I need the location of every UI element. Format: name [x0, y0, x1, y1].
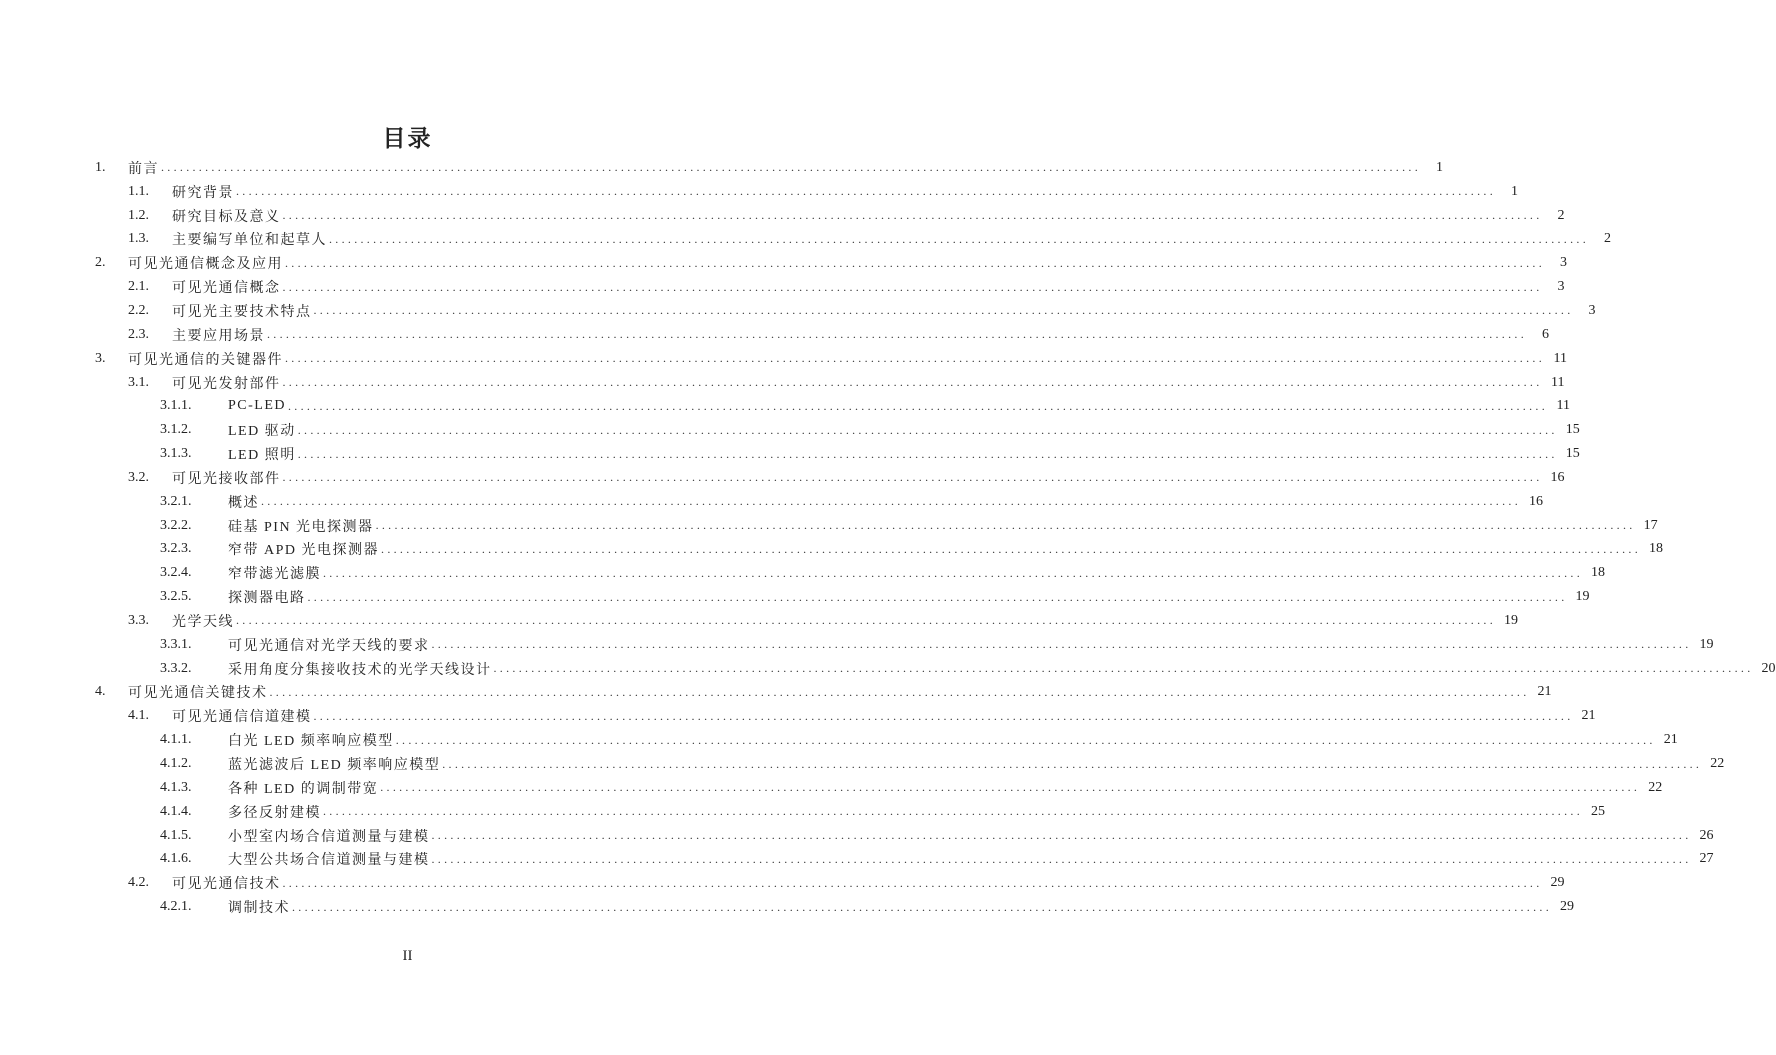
toc-entry-number: 1.3.: [128, 231, 149, 247]
toc-entry-title: 光学天线: [172, 614, 234, 630]
toc-entry-number: 4.2.: [128, 875, 149, 891]
toc-entry-number: 3.2.1.: [160, 493, 192, 509]
toc-entry-title: 采用角度分集接收技术的光学天线设计: [228, 662, 492, 678]
toc-entry[interactable]: [95, 299, 1596, 323]
toc-entry-number: 1.1.: [128, 183, 149, 199]
toc-entry[interactable]: [95, 895, 1574, 919]
toc-entry[interactable]: [95, 180, 1518, 204]
toc-entry-title: 研究背景: [172, 185, 234, 201]
toc-entry[interactable]: [95, 442, 1580, 466]
toc-entry-page: 19: [1575, 589, 1590, 605]
toc-entry-page: 15: [1565, 446, 1580, 462]
toc-entry-page: 21: [1537, 684, 1552, 700]
toc-entry-title: 可见光通信关键技术: [128, 686, 268, 702]
leader-dots: ........................................................................................................................................................................................................: [285, 255, 1545, 270]
toc-entry-page: 27: [1699, 851, 1714, 867]
toc-entry-title: 研究目标及意义: [172, 209, 281, 225]
toc-entry-number: 2.1.: [128, 279, 149, 295]
toc-entry-title: 可见光通信概念及应用: [128, 257, 283, 273]
toc-entry-number: 4.1.6.: [160, 851, 192, 867]
toc-entry[interactable]: [95, 514, 1658, 538]
toc-entry-page: 11: [1553, 350, 1567, 366]
toc-entry-number: 3.3.: [128, 612, 149, 628]
toc-entry-page: 29: [1550, 875, 1565, 891]
toc-entry[interactable]: [95, 323, 1549, 347]
toc-entry-page: 2: [1604, 231, 1611, 247]
toc-entry-page: 20: [1761, 660, 1776, 676]
toc-entry-page: 22: [1710, 756, 1725, 772]
toc-entry-page: 2: [1557, 207, 1565, 223]
toc-entry-title: 多径反射建模: [228, 805, 321, 821]
toc-entry-number: 3.2.4.: [160, 565, 192, 581]
leader-dots: ........................................................................................................................................................................................................: [288, 398, 1548, 413]
toc-entry-title: 蓝光滤波后 LED 频率响应模型: [228, 758, 441, 774]
leader-dots: ........................................................................................................................................................................................................: [285, 351, 1545, 366]
toc-entry-page: 3: [1557, 279, 1565, 295]
toc-entry-number: 2.: [95, 255, 106, 271]
toc-entry[interactable]: [95, 156, 1443, 180]
page-title: 目录: [382, 126, 433, 152]
toc-entry-number: 4.1.2.: [160, 756, 192, 772]
toc-entry-title: 概述: [228, 495, 259, 511]
toc-entry-number: 4.1.4.: [160, 803, 192, 819]
toc-entry-number: 3.3.2.: [160, 660, 192, 676]
toc-entry-title: 可见光通信的关键器件: [128, 352, 283, 368]
toc-entry-page: 1: [1436, 159, 1443, 175]
leader-dots: ........................................................................................................................................................................................................: [297, 422, 1558, 437]
toc-entry[interactable]: [95, 800, 1605, 824]
toc-entry-number: 3.1.1.: [160, 398, 192, 414]
toc-entry[interactable]: [95, 228, 1611, 252]
toc-entry-number: 3.1.3.: [160, 446, 192, 462]
toc-entry[interactable]: [95, 871, 1565, 895]
toc-entry-page: 11: [1551, 374, 1565, 390]
toc-entry-title: 调制技术: [228, 901, 290, 917]
toc-entry-page: 18: [1591, 565, 1605, 581]
toc-entry-page: 22: [1648, 779, 1663, 795]
toc-entry[interactable]: [95, 418, 1580, 442]
leader-dots: ........................................................................................................................................................................................................: [313, 303, 1574, 318]
toc-entry-title: 前言: [128, 161, 159, 177]
toc-entry-page: 21: [1663, 732, 1678, 748]
toc-entry[interactable]: [95, 561, 1605, 585]
toc-entry-number: 4.1.3.: [160, 779, 192, 795]
leader-dots: ........................................................................................................................................................................................................: [307, 589, 1568, 604]
toc-entry-page: 25: [1591, 803, 1605, 819]
toc-entry[interactable]: [95, 728, 1678, 752]
toc-entry-page: 26: [1699, 827, 1714, 843]
toc-entry-title: LED 驱动: [228, 424, 296, 440]
leader-dots: ........................................................................................................................................................................................................: [395, 732, 1656, 747]
toc-entry-page: 1: [1511, 183, 1518, 199]
leader-dots: ........................................................................................................................................................................................................: [329, 231, 1589, 246]
toc-entry-title: 可见光发射部件: [172, 376, 281, 392]
toc-entry-title: 可见光通信技术: [172, 877, 281, 893]
toc-entry-page: 16: [1529, 493, 1543, 509]
leader-dots: ........................................................................................................................................................................................................: [297, 446, 1558, 461]
leader-dots: ........................................................................................................................................................................................................: [261, 494, 1521, 509]
toc-entry[interactable]: [95, 752, 1725, 776]
leader-dots: ........................................................................................................................................................................................................: [267, 327, 1527, 342]
toc-entry-number: 1.: [95, 159, 106, 175]
toc-entry-number: 3.2.3.: [160, 541, 192, 557]
toc-entry-page: 15: [1565, 422, 1580, 438]
toc-entry-number: 3.1.: [128, 374, 149, 390]
leader-dots: ........................................................................................................................................................................................................: [323, 565, 1583, 580]
toc-entry[interactable]: [95, 490, 1543, 514]
toc-entry-title: 窄带 APD 光电探测器: [228, 543, 380, 559]
toc-entry[interactable]: [95, 538, 1664, 562]
toc-entry-number: 4.2.1.: [160, 899, 192, 915]
toc-entry-page: 19: [1699, 636, 1714, 652]
toc-entry-title: 白光 LED 频率响应模型: [228, 734, 394, 750]
toc-entry-number: 4.1.5.: [160, 827, 192, 843]
toc-entry-page: 21: [1581, 708, 1596, 724]
toc-entry-title: 可见光通信对光学天线的要求: [228, 638, 430, 654]
leader-dots: ........................................................................................................................................................................................................: [236, 613, 1496, 628]
leader-dots: ........................................................................................................................................................................................................: [380, 780, 1641, 795]
leader-dots: ........................................................................................................................................................................................................: [236, 184, 1496, 199]
toc-entry-number: 2.3.: [128, 326, 149, 342]
toc-entry-title: 主要编写单位和起草人: [172, 233, 327, 249]
toc-entry[interactable]: [95, 394, 1570, 418]
toc-entry[interactable]: [95, 824, 1714, 848]
leader-dots: ........................................................................................................................................................................................................: [442, 756, 1703, 771]
toc-entry-number: 1.2.: [128, 207, 149, 223]
toc-entry[interactable]: [95, 275, 1565, 299]
toc-entry-title: LED 照明: [228, 448, 296, 464]
leader-dots: ........................................................................................................................................................................................................: [282, 470, 1543, 485]
toc-entry-title: 可见光接收部件: [172, 471, 281, 487]
toc-entry-page: 3: [1560, 255, 1567, 271]
toc-entry-page: 6: [1542, 326, 1549, 342]
leader-dots: ........................................................................................................................................................................................................: [431, 828, 1692, 843]
toc-entry-title: 探测器电路: [228, 591, 306, 607]
toc-entry-page: 11: [1556, 398, 1570, 414]
toc-entry-title: 可见光通信信道建模: [172, 710, 312, 726]
leader-dots: ........................................................................................................................................................................................................: [381, 541, 1642, 556]
toc-entry-title: 小型室内场合信道测量与建模: [228, 829, 430, 845]
toc-entry[interactable]: [95, 251, 1567, 275]
leader-dots: ........................................................................................................................................................................................................: [282, 375, 1543, 390]
toc-entry[interactable]: [95, 776, 1663, 800]
toc-entry-number: 2.2.: [128, 302, 149, 318]
leader-dots: ........................................................................................................................................................................................................: [282, 279, 1543, 294]
toc-entry[interactable]: [95, 466, 1565, 490]
toc-entry[interactable]: [95, 204, 1565, 228]
toc-entry-page: 19: [1504, 612, 1518, 628]
leader-dots: ........................................................................................................................................................................................................: [282, 875, 1543, 890]
toc-entry[interactable]: [95, 633, 1714, 657]
page-number-footer: II: [402, 948, 413, 964]
toc-entry-number: 3.2.: [128, 469, 149, 485]
toc-entry-number: 3.3.1.: [160, 636, 192, 652]
toc-entry-number: 3.2.5.: [160, 589, 192, 605]
toc-entry-title: 硅基 PIN 光电探测器: [228, 519, 374, 535]
toc-entry-page: 16: [1550, 469, 1565, 485]
toc-entry[interactable]: [95, 847, 1714, 871]
toc-entry-page: 17: [1643, 517, 1658, 533]
toc-entry[interactable]: [95, 371, 1565, 395]
toc-entry-page: 29: [1560, 899, 1574, 915]
leader-dots: ........................................................................................................................................................................................................: [313, 708, 1574, 723]
leader-dots: ........................................................................................................................................................................................................: [161, 160, 1421, 175]
toc-entry[interactable]: [95, 347, 1567, 371]
leader-dots: ........................................................................................................................................................................................................: [292, 899, 1552, 914]
table-of-contents: [95, 156, 1776, 919]
leader-dots: ........................................................................................................................................................................................................: [269, 684, 1530, 699]
toc-entry-title: 窄带滤光滤膜: [228, 567, 321, 583]
leader-dots: ........................................................................................................................................................................................................: [431, 851, 1692, 866]
leader-dots: ........................................................................................................................................................................................................: [282, 208, 1543, 223]
toc-entry[interactable]: [95, 704, 1596, 728]
toc-entry-title: 大型公共场合信道测量与建模: [228, 853, 430, 869]
toc-entry[interactable]: [95, 609, 1518, 633]
leader-dots: ........................................................................................................................................................................................................: [493, 661, 1754, 676]
toc-entry-number: 3.: [95, 350, 106, 366]
toc-entry-number: 3.1.2.: [160, 422, 192, 438]
toc-entry-title: 可见光主要技术特点: [172, 304, 312, 320]
toc-entry-page: 18: [1649, 541, 1664, 557]
toc-entry-number: 3.2.2.: [160, 517, 192, 533]
toc-entry[interactable]: [95, 585, 1590, 609]
toc-entry-number: 4.1.1.: [160, 732, 192, 748]
toc-entry-number: 4.: [95, 684, 106, 700]
toc-entry-title: 可见光通信概念: [172, 281, 281, 297]
leader-dots: ........................................................................................................................................................................................................: [375, 518, 1636, 533]
toc-entry-number: 4.1.: [128, 708, 149, 724]
leader-dots: ........................................................................................................................................................................................................: [431, 637, 1692, 652]
toc-entry-title: PC-LED: [228, 398, 286, 414]
toc-entry-page: 3: [1588, 302, 1596, 318]
toc-entry[interactable]: [95, 657, 1776, 681]
toc-entry[interactable]: [95, 681, 1552, 705]
toc-entry-title: 主要应用场景: [172, 328, 265, 344]
leader-dots: ........................................................................................................................................................................................................: [323, 804, 1583, 819]
toc-entry-title: 各种 LED 的调制带宽: [228, 781, 379, 797]
